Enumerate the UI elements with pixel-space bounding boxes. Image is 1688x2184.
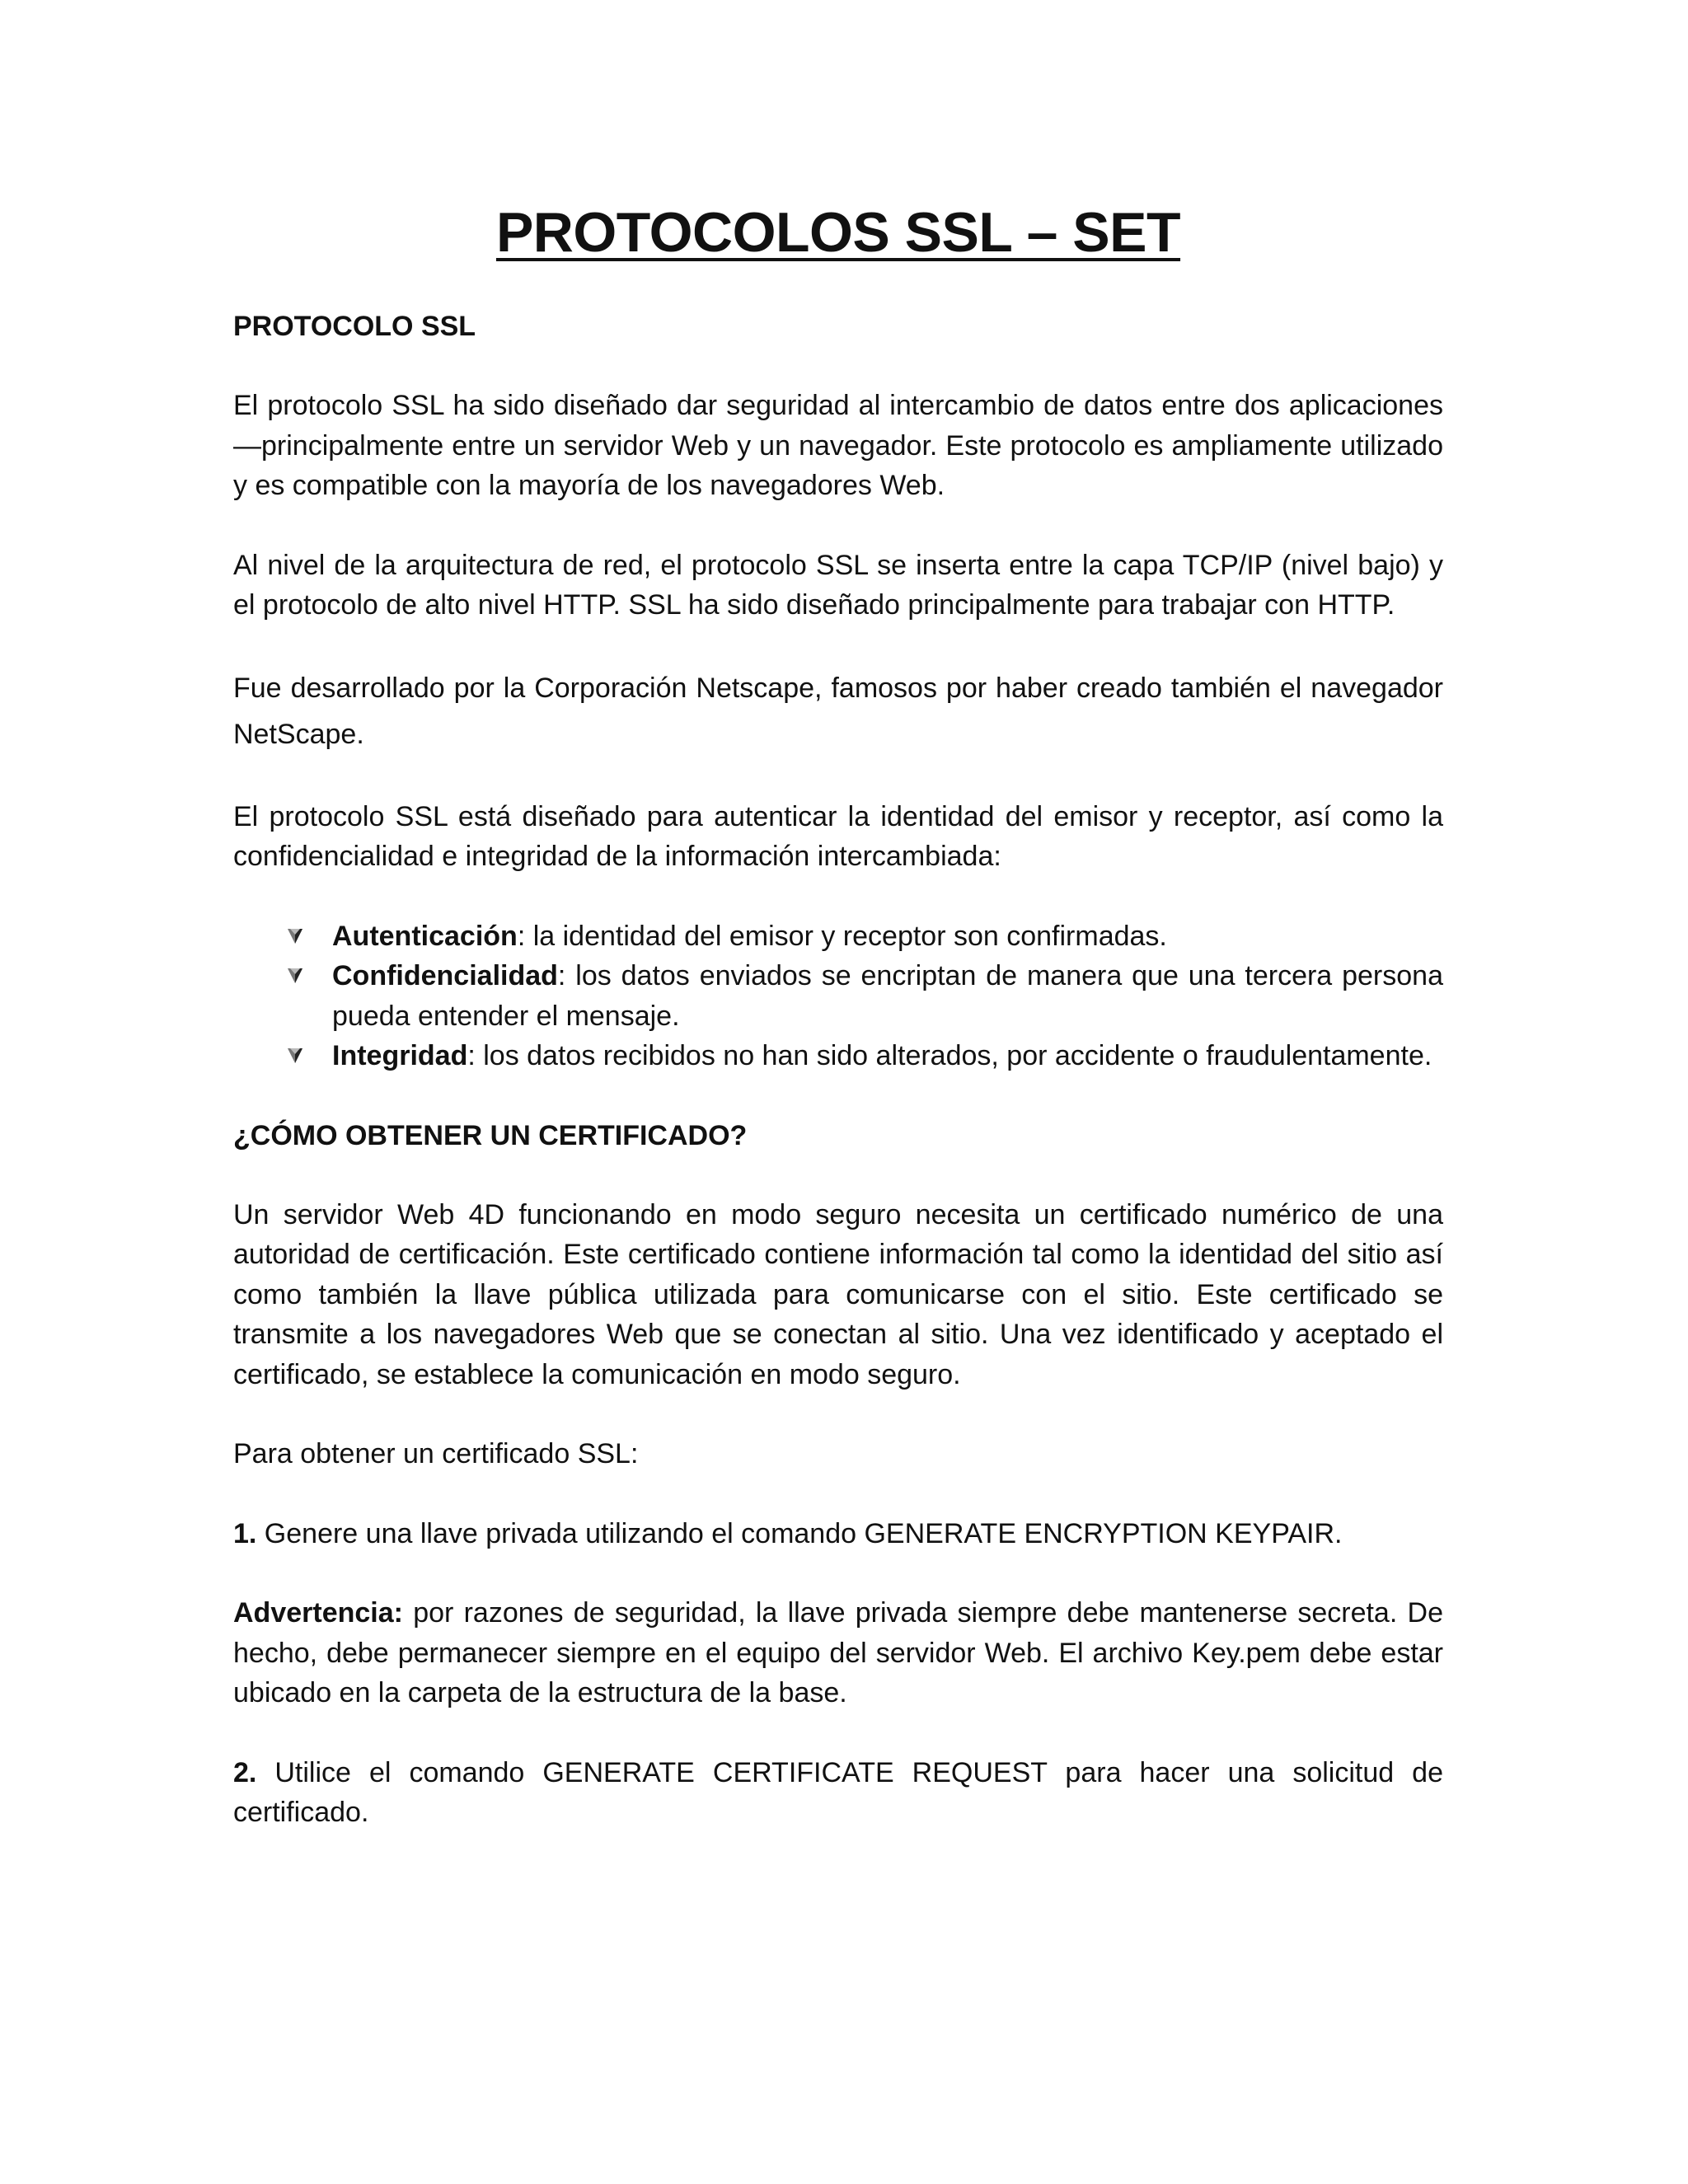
paragraph-get-certificate: Para obtener un certificado SSL: bbox=[233, 1438, 639, 1469]
ssl-features-list bbox=[233, 916, 1443, 1076]
warning-text: por razones de seguridad, la llave privada siempre debe mantenerse secreta. De hecho, debe permanecer siempre en el equipo del servidor Web. El archivo Key.pem debe estar ubicado en la carpeta de la estructura de la base. bbox=[233, 1597, 1443, 1708]
warning-label: Advertencia: bbox=[233, 1597, 403, 1629]
term-confidencialidad: Confidencialidad bbox=[332, 960, 558, 991]
paragraph-step-1 bbox=[233, 1514, 1443, 1554]
step-2-number: 2. bbox=[233, 1756, 257, 1788]
text-autenticacion: : la identidad del emisor y receptor son confirmadas. bbox=[517, 920, 1167, 952]
paragraph-certificate-intro: Un servidor Web 4D funcionando en modo seguro necesita un certificado numérico de una autoridad de certificación. Este certificado contiene información tal como la identidad del sitio así como también la llave pública utilizada para comunicarse con el sitio. Este certificado se transmite a los navegadores Web que se conectan al sitio. Una vez identificado y aceptado el certificado, se establece la comunicación en modo seguro. bbox=[233, 1198, 1443, 1390]
document-page bbox=[233, 198, 1443, 1872]
document-title: PROTOCOLOS SSL – SET bbox=[495, 201, 1181, 264]
paragraph-warning bbox=[233, 1593, 1443, 1713]
term-autenticacion: Autenticación bbox=[332, 920, 518, 952]
text-confidencialidad: : los datos enviados se encriptan de manera que una tercera persona pueda entender el mensaje. bbox=[332, 960, 1443, 1032]
paragraph-ssl-purpose: El protocolo SSL está diseñado para autenticar la identidad del emisor y receptor, así como la confidencialidad e integridad de la información intercambiada: bbox=[233, 800, 1443, 872]
arrow-bullet-icon bbox=[286, 927, 304, 945]
term-integridad: Integridad bbox=[332, 1040, 468, 1071]
list-item-integridad bbox=[332, 1036, 1443, 1076]
section-heading-obtener-certificado: ¿CÓMO OBTENER UN CERTIFICADO? bbox=[233, 1119, 748, 1151]
paragraph-ssl-architecture: Al nivel de la arquitectura de red, el protocolo SSL se inserta entre la capa TCP/IP (nivel bajo) y el protocolo de alto nivel HTTP. SSL ha sido diseñado principalmente para trabajar con HTTP. bbox=[233, 549, 1443, 621]
arrow-bullet-icon bbox=[286, 967, 304, 985]
step-1-number: 1. bbox=[233, 1517, 257, 1549]
list-item-confidencialidad bbox=[332, 956, 1443, 1036]
step-1-text: Genere una llave privada utilizando el comando GENERATE ENCRYPTION KEYPAIR. bbox=[256, 1517, 1343, 1549]
arrow-bullet-icon bbox=[286, 1047, 304, 1065]
text-integridad: : los datos recibidos no han sido alterados, por accidente o fraudulentamente. bbox=[467, 1040, 1432, 1071]
step-2-text: Utilice el comando GENERATE CERTIFICATE REQUEST para hacer una solicitud de certificado. bbox=[233, 1756, 1443, 1828]
section-heading-protocolo-ssl: PROTOCOLO SSL bbox=[233, 311, 476, 342]
paragraph-step-2 bbox=[233, 1753, 1443, 1833]
paragraph-ssl-intro: El protocolo SSL ha sido diseñado dar seguridad al intercambio de datos entre dos aplicaciones —principalmente entre un servidor Web y un navegador. Este protocolo es ampliamente utilizado y es compatible con la mayoría de los navegadores Web. bbox=[233, 390, 1443, 501]
list-item-autenticacion bbox=[332, 916, 1443, 957]
paragraph-ssl-netscape: Fue desarrollado por la Corporación Netscape, famosos por haber creado también el navegador NetScape. bbox=[233, 672, 1443, 750]
